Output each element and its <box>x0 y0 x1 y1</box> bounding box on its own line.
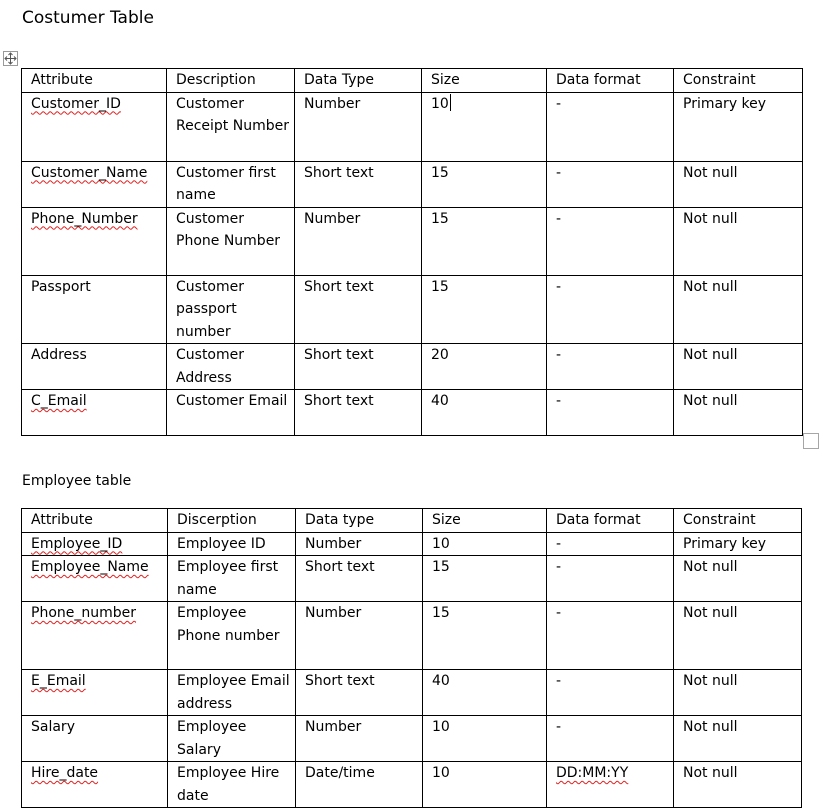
table-cell[interactable]: Number <box>296 602 423 670</box>
table-cell[interactable]: Short text <box>295 275 422 344</box>
table-cell[interactable]: - <box>547 390 674 436</box>
table-cell[interactable]: 10 <box>423 716 547 762</box>
customer-table-title: Costumer Table <box>22 8 154 28</box>
table-cell[interactable]: Number <box>296 532 423 556</box>
header-cell[interactable]: Data format <box>547 69 674 93</box>
table-cell[interactable]: Not null <box>674 275 803 344</box>
table-row <box>22 556 802 602</box>
table-row <box>22 762 802 808</box>
table-cell[interactable]: - <box>547 344 674 390</box>
table-cell[interactable]: - <box>547 556 674 602</box>
cell-text: Hire_date <box>31 765 99 781</box>
table-cell[interactable]: Not null <box>674 762 802 808</box>
table-resize-handle-icon[interactable] <box>803 433 819 449</box>
table-cell[interactable] <box>22 670 168 716</box>
table-cell[interactable]: Employee Phone number <box>168 602 296 670</box>
table-cell[interactable]: 10 <box>423 532 547 556</box>
table-cell[interactable]: - <box>547 602 674 670</box>
table-move-handle-icon[interactable] <box>3 51 18 66</box>
table-cell[interactable]: 15 <box>422 161 547 207</box>
table-cell[interactable]: 40 <box>423 670 547 716</box>
table-cell[interactable]: Short text <box>296 556 423 602</box>
cell-text: DD:MM:YY <box>556 765 629 781</box>
table-cell[interactable]: Customer Receipt Number <box>167 92 295 161</box>
table-cell[interactable]: Short text <box>296 670 423 716</box>
table-cell[interactable]: - <box>547 532 674 556</box>
table-cell[interactable]: - <box>547 92 674 161</box>
header-cell[interactable]: Attribute <box>22 69 167 93</box>
table-row <box>22 390 803 436</box>
table-cell[interactable]: Employee Salary <box>168 716 296 762</box>
header-cell[interactable]: Discerption <box>168 509 296 533</box>
table-cell[interactable] <box>22 532 168 556</box>
table-cell[interactable]: - <box>547 207 674 275</box>
table-cell[interactable]: Not null <box>674 344 803 390</box>
header-cell[interactable]: Size <box>423 509 547 533</box>
header-cell[interactable]: Data type <box>296 509 423 533</box>
table-cell[interactable]: Customer Address <box>167 344 295 390</box>
cell-text: Phone_number <box>31 605 137 621</box>
employee-table-title: Employee table <box>22 473 132 489</box>
cell-text: Phone_Number <box>31 210 138 227</box>
table-cell[interactable]: Not null <box>674 602 802 670</box>
table-cell[interactable]: Short text <box>295 161 422 207</box>
table-row <box>22 532 802 556</box>
table-row <box>22 275 803 344</box>
table-row <box>22 92 803 161</box>
table-cell[interactable]: Passport <box>22 275 167 344</box>
table-cell[interactable] <box>22 390 167 436</box>
table-cell[interactable]: Primary key <box>674 532 802 556</box>
table-cell[interactable]: 10 <box>423 762 547 808</box>
table-cell[interactable]: Short text <box>295 390 422 436</box>
table-cell[interactable]: Customer Phone Number <box>167 207 295 275</box>
table-cell[interactable]: Customer Email <box>167 390 295 436</box>
table-cell[interactable]: Not null <box>674 556 802 602</box>
employee-table <box>21 508 802 808</box>
table-cell[interactable]: Short text <box>295 344 422 390</box>
cell-text: Customer_Name <box>31 164 148 181</box>
header-cell[interactable]: Constraint <box>674 69 803 93</box>
table-cell[interactable]: 15 <box>423 602 547 670</box>
cell-text: E_Email <box>31 673 86 689</box>
table-cell[interactable]: Employee first name <box>168 556 296 602</box>
table-cell[interactable]: - <box>547 670 674 716</box>
table-cell[interactable]: Not null <box>674 670 802 716</box>
header-cell[interactable]: Data Type <box>295 69 422 93</box>
table-cell[interactable] <box>547 762 674 808</box>
table-cell[interactable] <box>22 161 167 207</box>
header-cell[interactable]: Attribute <box>22 509 168 533</box>
table-cell[interactable]: - <box>547 161 674 207</box>
table-header-row <box>22 509 802 533</box>
table-row <box>22 207 803 275</box>
table-cell[interactable] <box>422 92 547 161</box>
table-row <box>22 670 802 716</box>
table-cell[interactable] <box>22 602 168 670</box>
header-cell[interactable]: Constraint <box>674 509 802 533</box>
table-cell[interactable]: Primary key <box>674 92 803 161</box>
cell-text: 10 <box>431 95 449 112</box>
table-cell[interactable]: Number <box>296 716 423 762</box>
table-cell[interactable]: 20 <box>422 344 547 390</box>
table-cell[interactable]: Employee Email address <box>168 670 296 716</box>
table-cell[interactable] <box>22 92 167 161</box>
cell-text: Employee_ID <box>31 535 123 552</box>
table-cell[interactable]: Not null <box>674 207 803 275</box>
table-cell[interactable] <box>22 207 167 275</box>
header-cell[interactable]: Size <box>422 69 547 93</box>
table-cell[interactable]: Customer passport number <box>167 275 295 344</box>
table-cell[interactable]: Employee Hire date <box>168 762 296 808</box>
table-cell[interactable]: - <box>547 716 674 762</box>
table-cell[interactable]: Number <box>295 92 422 161</box>
table-cell[interactable]: 40 <box>422 390 547 436</box>
table-cell[interactable] <box>22 556 168 602</box>
cell-text: Customer_ID <box>31 95 121 112</box>
text-cursor <box>450 94 451 111</box>
cell-text: C_Email <box>31 393 87 409</box>
header-cell[interactable]: Description <box>167 69 295 93</box>
table-cell[interactable]: - <box>547 275 674 344</box>
table-cell[interactable]: 15 <box>422 207 547 275</box>
table-cell[interactable]: Date/time <box>296 762 423 808</box>
customer-table <box>21 68 803 436</box>
table-row <box>22 161 803 207</box>
table-header-row <box>22 69 803 93</box>
table-cell[interactable]: Number <box>295 207 422 275</box>
table-cell[interactable]: Salary <box>22 716 168 762</box>
table-cell[interactable]: Address <box>22 344 167 390</box>
table-cell[interactable]: Employee ID <box>168 532 296 556</box>
table-cell[interactable]: 15 <box>423 556 547 602</box>
table-cell[interactable] <box>22 762 168 808</box>
table-row <box>22 344 803 390</box>
header-cell[interactable]: Data format <box>547 509 674 533</box>
table-row <box>22 602 802 670</box>
table-row <box>22 716 802 762</box>
cell-text: Employee_Name <box>31 559 149 575</box>
table-cell[interactable]: 15 <box>422 275 547 344</box>
table-cell[interactable]: Not null <box>674 716 802 762</box>
table-cell[interactable]: Not null <box>674 390 803 436</box>
table-cell[interactable]: Not null <box>674 161 803 207</box>
table-cell[interactable]: Customer first name <box>167 161 295 207</box>
